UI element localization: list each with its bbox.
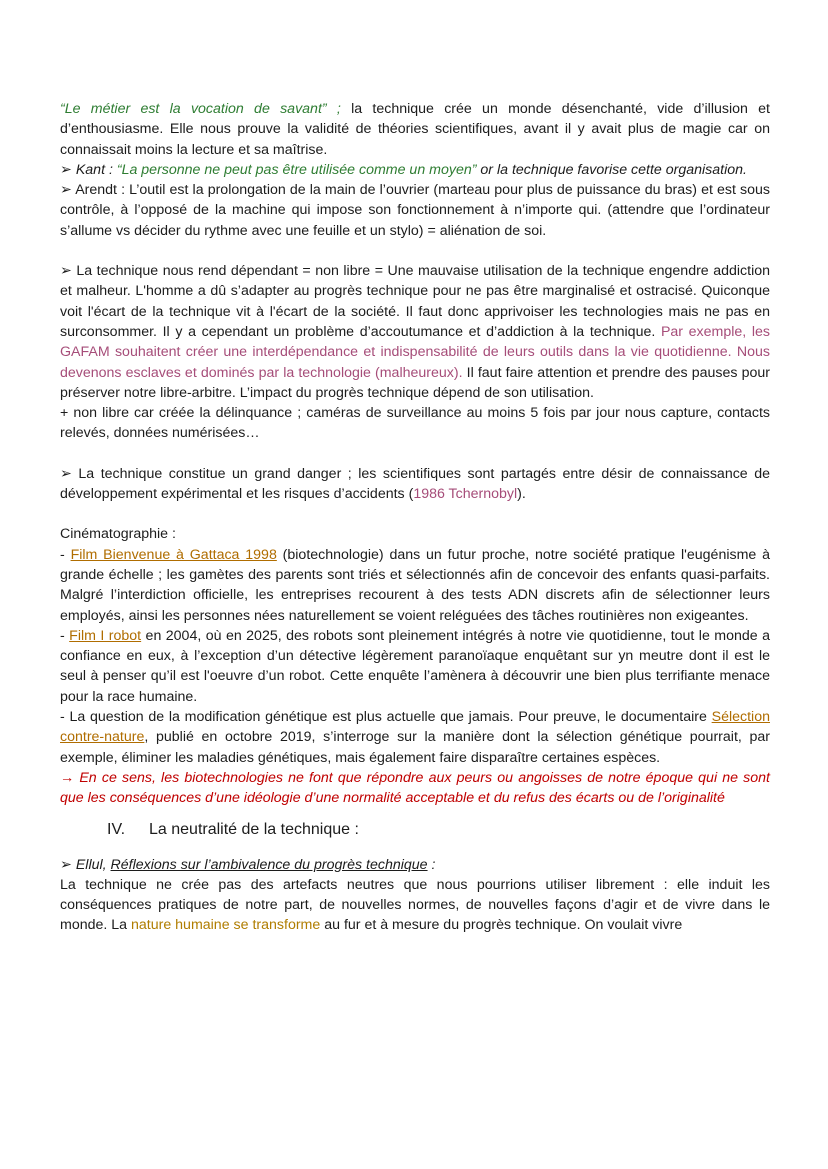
gattaca-text: (biotechnologie) dans un futur proche, notre société pratique l'eugénisme à grande échelle ; les gamètes des parents sont triés et sélectionnés afin de concevoir des enfants quasi-parfaits. Malgré l’interdiction officielle, les entreprises recourent à des tests ADN discrets afin de sélectionner leurs employés, ainsi les personnes nées naturellement se voient reléguées des tâches routinières non exigeantes. [60, 546, 771, 624]
weber-quote: “Le métier est la vocation de savant” ; [60, 101, 341, 117]
selection-link[interactable]: Sélection contre-nature [60, 709, 770, 746]
documentaire-text-2: , publié en octobre 2019, s’interroge sur la manière dont la sélection génétique pourrait, par exemple, éliminer les maladies génétiques, mais également faire disparaître certaines espèces. [60, 729, 770, 766]
section-heading [107, 819, 770, 841]
paragraph-kant [60, 160, 770, 180]
cinema-conclusion: → En ce sens, les biotechnologies ne font que répondre aux peurs ou angoisses de notre époque qui ne sont que les conséquences d’une idéologie d’une normalité acceptable et du refus des écarts ou de l’originalité [60, 769, 770, 807]
gafam-example: Par exemple, les GAFAM souhaitent créer une interdépendance et indispensabilité de leurs outils dans la vie quotidienne. Nous devenons esclaves et dominés par la technologie (malheureux). [60, 323, 770, 381]
dependance-text-2: Il faut faire attention et prendre des pauses pour préserver notre libre-arbitre. L’impact du progrès technique dépend de son utilisation. [60, 364, 771, 401]
cinema-title: Cinématographie : [60, 526, 176, 543]
paragraph-dependance [60, 261, 770, 403]
paragraph-danger [60, 464, 770, 505]
paragraph-weber [60, 99, 770, 160]
cinema-item-documentaire [60, 707, 770, 768]
ellul-lead: ➢ Ellul, [60, 856, 111, 873]
irobot-link[interactable]: Film I robot [69, 627, 142, 644]
ellul-work: Réflexions sur l’ambivalence du progrès technique [110, 856, 428, 873]
section-title: La neutralité de la technique : [149, 820, 359, 838]
tchernobyl-ref: 1986 Tchernobyl [413, 486, 518, 503]
danger-end: ). [517, 486, 526, 503]
paragraph-arendt: ➢ Arendt : L’outil est la prolongation de la main de l’ouvrier (marteau pour plus de puissance du bras) et est sous contrôle, à l’opposé de la machine qui impose son fonctionnement à n’importe qui. (attendre que l’ordinateur s’allume vs décider du rythme avec une feuille et un stylo) = aliénation de soi. [60, 182, 770, 239]
paragraph-ellul [60, 875, 770, 936]
kant-text: or la technique favorise cette organisation. [476, 161, 747, 178]
irobot-dash: - [60, 627, 70, 644]
section-number: IV. [107, 820, 126, 838]
ellul-text-2: au fur et à mesure du progrès technique. On voulait vivre [320, 917, 683, 934]
dependance-text-1: ➢ La technique nous rend dépendant = non libre = Une mauvaise utilisation de la technique engendre addiction et malheur. L'homme a dû s’adapter au progrès technique pour ne pas être marginalisé et ostracisé. Quiconque voit l'écart de la technique vit à l'écart de la société. Il faut donc apprivoiser les technologies mais ne pas en surconsommer. Il y a cependant un problème d’accoutumance et d’addiction à la technique. [60, 263, 770, 340]
kant-quote: “La personne ne peut pas être utilisée comme un moyen” [116, 161, 477, 178]
gattaca-link[interactable]: Film Bienvenue à Gattaca 1998 [70, 546, 277, 563]
gattaca-dash: - [60, 546, 71, 563]
paragraph-delinquance: + non libre car créée la délinquance ; caméras de surveillance au moins 5 fois par jour nous capture, contacts relevés, données numérisées… [60, 405, 770, 442]
ellul-heading [60, 855, 770, 875]
kant-lead: ➢ Kant : [60, 161, 117, 178]
irobot-text: en 2004, où en 2025, des robots sont pleinement intégrés à notre vie quotidienne, tout le monde a confiance en eux, à l’exception d’un détective légèrement paranoïaque enquêtant sur yn meutre dont il est le seul à penser qu’il est l'oeuvre d’un robot. Cette enquête l’amènera à découvrir une bien plus terrifiante menace pour la race humaine. [60, 627, 770, 705]
cinema-item-irobot [60, 626, 770, 707]
danger-text: ➢ La technique constitue un grand danger ; les scientifiques sont partagés entre désir de connaissance de développement expérimental et les risques d’accidents ( [60, 465, 770, 503]
ellul-colon: : [427, 856, 436, 873]
cinema-item-gattaca [60, 545, 770, 626]
weber-text: la technique crée un monde désenchanté, vide d’illusion et d’enthousiasme. Elle nous prouve la validité de théories scientifiques, avant il y avait plus de magie car on connaissait moins la lecture et sa maîtrise. [60, 101, 770, 158]
documentaire-text-1: - La question de la modification génétique est plus actuelle que jamais. Pour preuve, le documentaire [60, 709, 712, 726]
nature-humaine: nature humaine se transforme [131, 917, 321, 934]
ellul-text-1: La technique ne crée pas des artefacts neutres que nous pourrions utiliser librement : elle induit les conséquences pratiques de notre part, de nouvelles normes, de nouvelles façons d’agir et de vivre dans le monde. La [60, 876, 770, 934]
